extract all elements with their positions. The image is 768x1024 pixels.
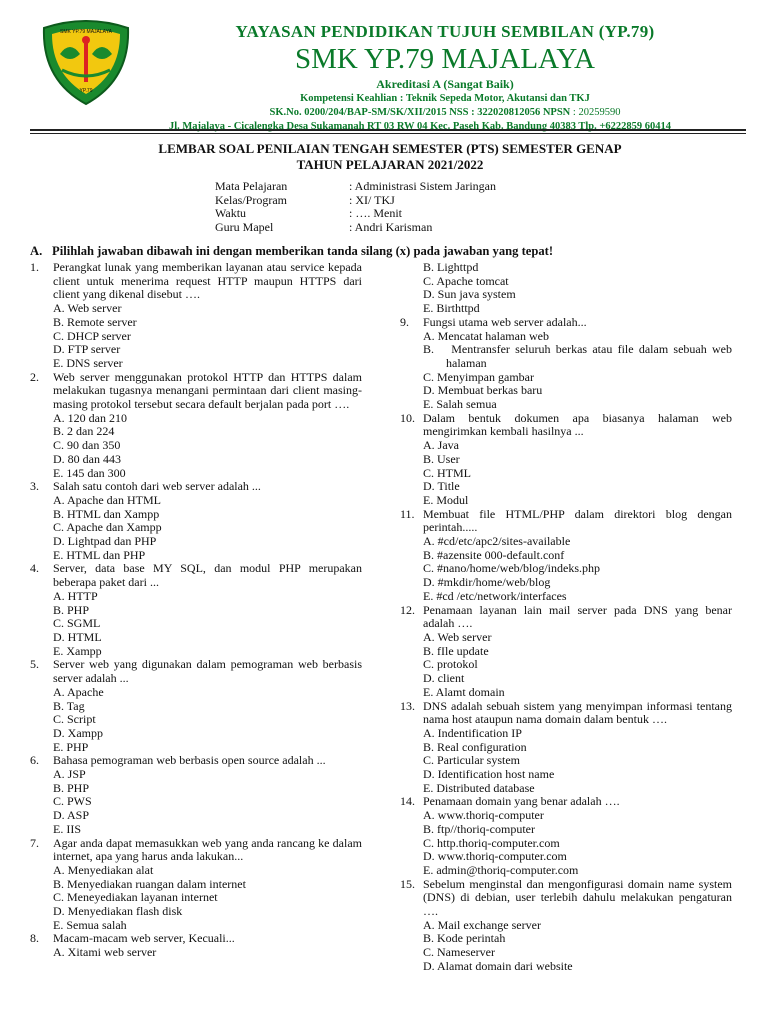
answer-option: C. Particular system [423, 753, 520, 768]
instruction: A. Pilihlah jawaban dibawah ini dengan memberikan tanda silang (x) pada jawaban yang tepat! [30, 244, 554, 258]
answer-option: C. Menyimpan gambar [423, 369, 534, 384]
exam-info-value: : …. Menit [349, 206, 402, 221]
answer-option: A. Indentification IP [423, 725, 522, 740]
logo-text: SMK YP.79 MAJALAYA [60, 29, 112, 35]
exam-info-value: : Andri Karisman [349, 220, 433, 235]
answer-option: E. #cd /etc/network/interfaces [423, 588, 567, 603]
exam-info-value: : Administrasi Sistem Jaringan [349, 179, 496, 193]
answer-option: D. #mkdir/home/web/blog [423, 575, 551, 590]
question [30, 480, 362, 494]
question-text: Membuat file HTML/PHP dalam direktori blog dengan perintah..... [423, 506, 732, 535]
exam-info-row [215, 194, 496, 208]
answer-option: A. #cd/etc/apc2/sites-available [423, 534, 571, 549]
answer-option: A. HTTP [53, 588, 98, 603]
question [400, 795, 732, 809]
answer-option: E. Xampp [53, 643, 102, 658]
answer-option: D. Alamat domain dari website [423, 958, 573, 973]
answer-option: B. User [423, 451, 460, 466]
question-text: Perangkat lunak yang memberikan layanan atau service kepada client untuk menerima request HTTP maupun HTTPS dari client yang dikenal disebut …. [53, 260, 362, 302]
answer-option: A. 120 dan 210 [53, 410, 127, 425]
question-number: 8. [30, 931, 39, 946]
question-text: Penamaan layanan lain mail server pada DNS yang benar adalah …. [423, 602, 732, 631]
answer-option: C. SGML [53, 616, 101, 631]
question-text: DNS adalah sebuah sistem yang menyimpan informasi tentang nama host ataupun nama domain dalam bentuk …. [423, 698, 732, 727]
question-number: 15. [400, 876, 415, 891]
answer-option: B. Lighttpd [423, 260, 479, 274]
competency: Kompetensi Keahlian : Teknik Sepeda Motor, Akutansi dan TKJ [300, 93, 590, 104]
answer-option: A. Xitami web server [53, 945, 157, 960]
question [400, 508, 732, 535]
answer-option: C. Meneyediakan layanan internet [53, 890, 218, 905]
exam-info-row [215, 221, 496, 235]
question-number: 10. [400, 410, 415, 425]
answer-option: C. PWS [53, 794, 92, 809]
answer-option: B. Kode perintah [423, 931, 506, 946]
answer-option: D. Sun java system [423, 287, 516, 302]
header-divider [30, 129, 746, 131]
question-text: Web server menggunakan protokol HTTP dan HTTPS dalam melakukan tugasnya menangani permintaan dari client masing-masing protokol tersebut secara default berjalan pada port …. [53, 369, 362, 412]
answer-option: E. Alamt domain [423, 684, 505, 699]
question-text: Sebelum menginstal dan mengonfigurasi domain name system (DNS) di debian, user terlebih dahulu melakukan pengaturan …. [423, 876, 732, 919]
answer-option: E. Distributed database [423, 780, 535, 795]
answer-option: D. 80 dan 443 [53, 451, 121, 466]
question-text: Fungsi utama web server adalah... [423, 314, 587, 329]
question-number: 5. [30, 657, 39, 672]
question-text: Dalam bentuk dokumen apa biasanya halaman web mengirimkan kembali hasilnya ... [423, 410, 732, 439]
question-number: 6. [30, 753, 39, 768]
question-text: Salah satu contoh dari web server adalah ... [53, 479, 261, 494]
question [30, 932, 362, 946]
answer-option: E. Semua salah [53, 917, 127, 932]
address: Jl. Majalaya - Cicalengka Desa Sukamanah RT 03 RW 04 Kec. Paseh Kab. Bandung 40383 Tlp. +6222859 60414 [168, 121, 672, 132]
answer-option: D. Membuat berkas baru [423, 383, 543, 398]
exam-info-value: : XI/ TKJ [349, 192, 395, 207]
answer-option: E. Modul [423, 492, 469, 507]
answer-option: C. http.thoriq-computer.com [423, 835, 560, 850]
answer-option: D. www.thoriq-computer.com [423, 849, 567, 864]
answer-option: E. Salah semua [423, 397, 497, 412]
answer-option: A. Mail exchange server [423, 917, 541, 932]
document-title: LEMBAR SOAL PENILAIAN TENGAH SEMESTER (PTS) SEMESTER GENAP TAHUN PELAJARAN 2021/2022 [158, 141, 622, 172]
answer-option: B. fIle update [423, 643, 489, 658]
exam-info [215, 180, 496, 235]
question-number: 9. [400, 314, 409, 329]
answer-option: A. Web server [423, 629, 492, 644]
sk-number: SK.No. 0200/204/BAP-SM/SK/XII/2015 NSS : 322020812056 NPSN : 20259590 [269, 107, 621, 118]
answer-option: D. Identification host name [423, 767, 555, 782]
exam-info-label: Waktu [215, 206, 247, 221]
answer-option: B. HTML dan Xampp [53, 506, 160, 521]
header-divider-thin [30, 133, 746, 134]
answer-option: D. Lightpad dan PHP [53, 534, 157, 549]
letterhead [140, 22, 750, 134]
answer-option: D. Xampp [53, 725, 103, 740]
answer-option: A. Apache dan HTML [53, 492, 161, 507]
question-number: 2. [30, 369, 39, 384]
answer-option: D. ASP [53, 808, 90, 823]
answer-option: E. Birthttpd [423, 301, 480, 316]
answer-option: C. Script [53, 712, 96, 727]
school-name: SMK YP.79 MAJALAYA [294, 43, 595, 75]
answer-option-letter: B. [423, 342, 435, 357]
answer-option: D. Title [423, 479, 460, 494]
answer-option: C. 90 dan 350 [53, 438, 121, 453]
answer-option: E. admin@thoriq-computer.com [423, 862, 579, 877]
exam-info-label: Kelas/Program [215, 192, 287, 207]
question-text: Agar anda dapat memasukkan web yang anda rancang ke dalam internet, apa yang harus anda lakukan... [53, 835, 362, 864]
answer-option: B. Remote server [53, 314, 137, 329]
exam-info-row [215, 180, 496, 194]
answer-option: A. JSP [53, 767, 86, 782]
exam-info-label: Guru Mapel [215, 220, 274, 235]
question-text: Bahasa pemograman web berbasis open source adalah ... [53, 753, 326, 768]
answer-option: E. HTML dan PHP [53, 547, 146, 562]
answer-option: B. PHP [53, 780, 90, 795]
answer-option: B. Menyediakan ruangan dalam internet [53, 876, 246, 891]
question [400, 700, 732, 727]
question [400, 316, 732, 330]
exam-info-row [215, 207, 496, 221]
answer-option: D. HTML [53, 629, 102, 644]
answer-option: A. Apache [53, 684, 104, 699]
answer-option: B. PHP [53, 602, 90, 617]
question-number: 3. [30, 479, 39, 494]
answer-option: B. Real configuration [423, 739, 527, 754]
answer-option: E. 145 dan 300 [53, 465, 126, 480]
question-number: 1. [30, 260, 39, 274]
question [400, 604, 732, 631]
npsn: : 20259590 [570, 107, 621, 118]
school-logo [40, 20, 132, 106]
question-text: Penamaan domain yang benar adalah …. [423, 794, 620, 809]
question [400, 412, 732, 439]
exam-info-label: Mata Pelajaran [215, 179, 288, 193]
answer-option: A. Menyediakan alat [53, 862, 154, 877]
answer-option-text: Mentransfer seluruh berkas atau file dalam sebuah web halaman [446, 342, 732, 370]
answer-option: B. ftp//thoriq-computer [423, 821, 535, 836]
answer-option: B. Tag [53, 698, 85, 713]
question-text: Server, data base MY SQL, dan modul PHP merupakan beberapa paket dari ... [53, 561, 362, 590]
question-number: 7. [30, 835, 39, 850]
foundation-name: YAYASAN PENDIDIKAN TUJUH SEMBILAN (YP.79) [235, 22, 655, 41]
question-number: 14. [400, 794, 415, 809]
question [30, 658, 362, 685]
answer-option: C. Nameserver [423, 945, 495, 960]
answer-option: A. Web server [53, 301, 122, 316]
answer-option: E. PHP [53, 739, 89, 754]
questions-column-left [30, 261, 362, 960]
logo-text-bottom: YP.79 [79, 88, 93, 94]
question [30, 562, 362, 589]
answer-option [400, 343, 732, 370]
questions-column-right [400, 261, 732, 974]
answer-option: A. Mencatat halaman web [423, 328, 549, 343]
question [400, 878, 732, 919]
answer-option: D. Menyediakan flash disk [53, 904, 183, 919]
answer-option: A. Java [423, 438, 459, 453]
answer-option: A. www.thoriq-computer [423, 808, 544, 823]
question-number: 11. [400, 506, 415, 521]
answer-option: B. #azensite 000-default.conf [423, 547, 565, 562]
question [30, 837, 362, 864]
answer-option: C. Apache dan Xampp [53, 520, 162, 535]
answer-option: D. FTP server [53, 342, 121, 357]
question-number: 13. [400, 698, 415, 713]
answer-option: E. IIS [53, 821, 81, 836]
answer-option: C. protokol [423, 657, 478, 672]
answer-option: C. #nano/home/web/blog/indeks.php [423, 561, 600, 576]
answer-option: B. 2 dan 224 [53, 424, 115, 439]
question-text: Server web yang digunakan dalam pemograman web berbasis server adalah ... [53, 657, 362, 686]
accreditation: Akreditasi A (Sangat Baik) [376, 77, 514, 91]
answer-option: C. HTML [423, 465, 471, 480]
answer-option: E. DNS server [53, 355, 123, 370]
question-text: Macam-macam web server, Kecuali... [53, 931, 235, 946]
question-number: 4. [30, 561, 39, 576]
question [30, 754, 362, 768]
answer-option: C. Apache tomcat [423, 273, 509, 288]
question-number: 12. [400, 602, 415, 617]
answer-option: D. client [423, 671, 465, 686]
question [30, 371, 362, 412]
answer-option: C. DHCP server [53, 328, 131, 343]
question [30, 261, 362, 302]
